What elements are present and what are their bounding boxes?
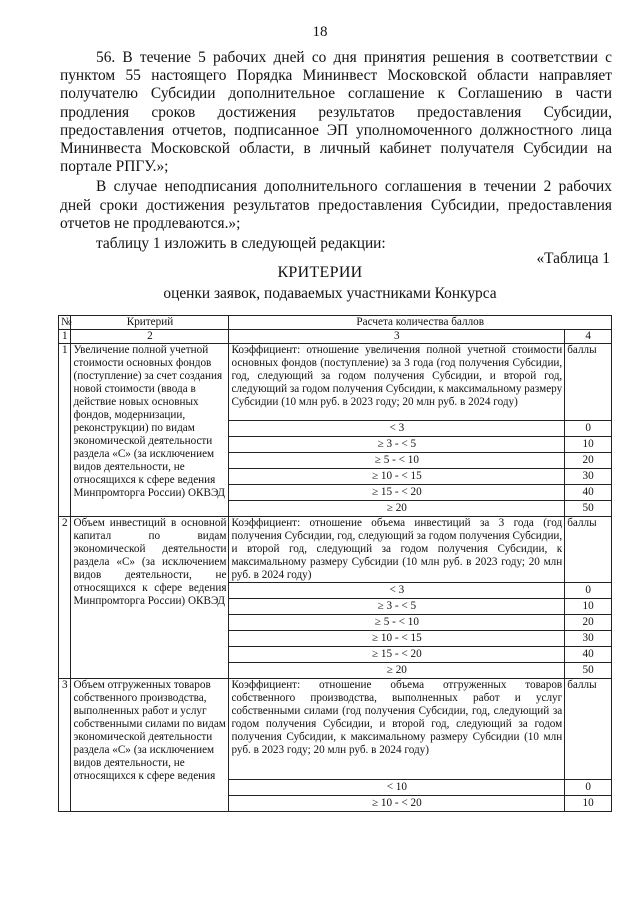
- points-value: 20: [565, 453, 612, 469]
- condition-value: ≥ 20: [229, 501, 565, 517]
- points-value: 0: [565, 421, 612, 437]
- points-value: 20: [565, 615, 612, 631]
- points-value: 40: [565, 647, 612, 663]
- coefficient-text: Коэффициент: отношение увеличения полной учетной стоимости основных фондов (поступление) за 3 года (год получения Субсидии, год, следующий за годом получения Субсидии, и второй год, следующий за годом получения Субсидии, к максимальному размеру Субсидии (10 млн руб. в 2023 году; 20 млн руб. в 2024 году): [229, 344, 565, 421]
- paragraph-unsigned-agreement: В случае неподписания дополнительного соглашения в течении 2 рабочих дней сроки достижения результатов предоставления Субсидии, предоставления отчетов не продлеваются.»;: [60, 178, 612, 232]
- criterion-text: Объем инвестиций в основной капитал по видам экономической деятельности раздела «С» (за исключением видов деятельности, не относящихся к сфере ведения Минпромторга России) ОКВЭД: [71, 517, 229, 679]
- row-number: 3: [59, 679, 71, 812]
- table-subtitle: оценки заявок, подаваемых участниками Конкурса: [163, 285, 497, 302]
- points-value: 10: [565, 796, 612, 812]
- table-row: [59, 517, 612, 583]
- points-label: баллы: [565, 517, 612, 583]
- table-row: [59, 344, 612, 421]
- document-body: [60, 49, 612, 253]
- condition-value: ≥ 10 - < 15: [229, 469, 565, 485]
- table-column-numbers-row: [59, 330, 612, 344]
- row-number: 2: [59, 517, 71, 679]
- header-points-calculation: Расчета количества баллов: [229, 316, 612, 330]
- table-title: КРИТЕРИИ: [277, 264, 363, 281]
- condition-value: ≥ 5 - < 10: [229, 453, 565, 469]
- paragraph-table-intro: таблицу 1 изложить в следующей редакции:: [96, 235, 386, 253]
- table-row: [59, 679, 612, 780]
- points-value: 0: [565, 780, 612, 796]
- column-number-3: 3: [229, 330, 565, 344]
- table-header-row: [59, 316, 612, 330]
- condition-value: < 10: [229, 780, 565, 796]
- points-value: 30: [565, 469, 612, 485]
- column-number-2: 2: [71, 330, 229, 344]
- condition-value: ≥ 10 - < 20: [229, 796, 565, 812]
- points-value: 0: [565, 583, 612, 599]
- condition-value: ≥ 3 - < 5: [229, 437, 565, 453]
- points-value: 10: [565, 599, 612, 615]
- condition-value: ≥ 3 - < 5: [229, 599, 565, 615]
- condition-value: ≥ 10 - < 15: [229, 631, 565, 647]
- page-number: 18: [312, 24, 328, 40]
- coefficient-text: Коэффициент: отношение объема инвестиций за 3 года (год получения Субсидии, год, следующий за годом получения Субсидии, и второй год, следующий за годом получения Субсидии, к максимальному размеру Субсидии (10 млн руб. в 2023 году; 20 млн руб. в 2024 году): [229, 517, 565, 583]
- points-value: 40: [565, 485, 612, 501]
- condition-value: ≥ 20: [229, 663, 565, 679]
- condition-value: ≥ 5 - < 10: [229, 615, 565, 631]
- points-label: баллы: [565, 679, 612, 780]
- header-number: №: [59, 316, 71, 330]
- column-number-1: 1: [59, 330, 71, 344]
- points-label: баллы: [565, 344, 612, 421]
- points-value: 30: [565, 631, 612, 647]
- row-number: 1: [59, 344, 71, 517]
- condition-value: ≥ 15 - < 20: [229, 485, 565, 501]
- points-value: 10: [565, 437, 612, 453]
- points-value: 50: [565, 663, 612, 679]
- condition-value: < 3: [229, 583, 565, 599]
- header-criterion: Критерий: [71, 316, 229, 330]
- criterion-text: Увеличение полной учетной стоимости основных фондов (поступление) за счет создания новой стоимости (ввода в действие новых основных фондов, модернизации, реконструкции) по видам экономической деятельности раздела «С» (за исключением видов деятельности, не относящихся к сфере ведения Минпромторга России) ОКВЭД: [71, 344, 229, 517]
- table-label: «Таблица 1: [536, 250, 610, 267]
- paragraph-56: 56. В течение 5 рабочих дней со дня принятия решения в соответствии с пунктом 55 настоящего Порядка Мининвест Московской области направляет получателю Субсидии дополнительное соглашение к Соглашению в части продления сроков достижения результатов предоставления Субсидии, предоставления отчетов, подписанное ЭП уполномоченного должностного лица Мининвеста Московской области, в личный кабинет получателя Субсидии на портале РПГУ.»;: [60, 49, 612, 176]
- criteria-table: [58, 315, 612, 812]
- coefficient-text: Коэффициент: отношение объема отгруженных товаров собственного производства, выполненных работ и услуг собственными силами (год получения Субсидии, год, следующий за годом получения Субсидии, и второй год, следующий за годом получения Субсидии, к максимальному размеру Субсидии (10 млн руб. в 2023 году; 20 млн руб. в 2024 году): [229, 679, 565, 780]
- condition-value: ≥ 15 - < 20: [229, 647, 565, 663]
- condition-value: < 3: [229, 421, 565, 437]
- column-number-4: 4: [565, 330, 612, 344]
- criterion-text: Объем отгруженных товаров собственного производства, выполненных работ и услуг собственными силами по видам экономической деятельности раздела «С» (за исключением видов деятельности, не относящихся к сфере ведения: [71, 679, 229, 812]
- points-value: 50: [565, 501, 612, 517]
